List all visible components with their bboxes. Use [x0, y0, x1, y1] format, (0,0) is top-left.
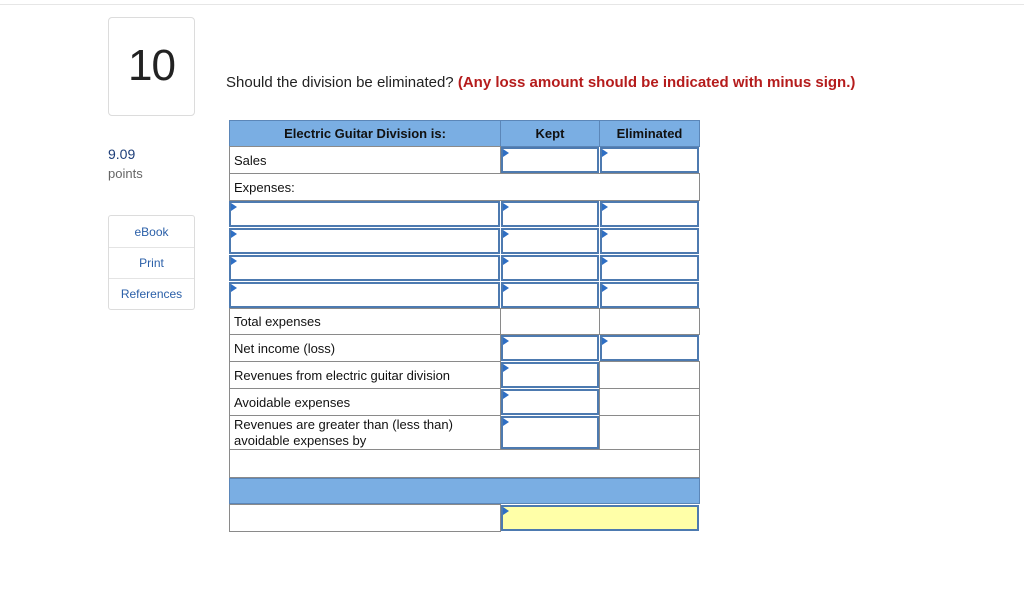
header-label: Electric Guitar Division is:: [229, 120, 501, 147]
total-expenses-eliminated: [599, 308, 700, 335]
header-kept: Kept: [500, 120, 600, 147]
print-link[interactable]: Print: [109, 247, 194, 278]
expense-2-kept-input[interactable]: [501, 228, 599, 254]
decision-label-blank: [229, 504, 501, 532]
revenues-eliminated-blank: [599, 361, 700, 389]
avoidable-expenses-input[interactable]: [501, 389, 599, 415]
sales-eliminated-input[interactable]: [600, 147, 699, 173]
expense-2-label-input[interactable]: [229, 228, 500, 254]
revenues-greater-than-input[interactable]: [501, 416, 599, 449]
row-label-sales: Sales: [229, 146, 501, 174]
ebook-link[interactable]: eBook: [134, 224, 169, 239]
sales-kept-input[interactable]: [501, 147, 599, 173]
expense-4-kept-input[interactable]: [501, 282, 599, 308]
revenues-input[interactable]: [501, 362, 599, 388]
row-label-expenses: Expenses:: [229, 173, 700, 201]
question-text: [226, 74, 855, 91]
row-label-total-expenses: Total expenses: [229, 308, 501, 335]
points-value: 9.09: [108, 146, 136, 162]
expense-1-kept-input[interactable]: [501, 201, 599, 227]
expense-1-label-input[interactable]: [229, 201, 500, 227]
net-income-kept-input[interactable]: [501, 335, 599, 361]
row-label-net-income: Net income (loss): [229, 334, 501, 362]
side-links: [108, 215, 195, 310]
total-expenses-kept: [500, 308, 600, 335]
question-prompt: Should the division be eliminated?: [226, 74, 454, 91]
references-link[interactable]: References: [109, 278, 194, 309]
blue-band: [229, 478, 700, 504]
question-note: (Any loss amount should be indicated with minus sign.): [457, 74, 856, 91]
header-eliminated: Eliminated: [599, 120, 700, 147]
blank-row: [229, 449, 700, 478]
avoidable-eliminated-blank: [599, 388, 700, 416]
expense-3-eliminated-input[interactable]: [600, 255, 699, 281]
question-number: 10: [108, 17, 195, 116]
expense-1-eliminated-input[interactable]: [600, 201, 699, 227]
expense-3-kept-input[interactable]: [501, 255, 599, 281]
row-label-avoidable: Avoidable expenses: [229, 388, 501, 416]
net-income-eliminated-input[interactable]: [600, 335, 699, 361]
answer-table: [229, 120, 700, 532]
expense-3-label-input[interactable]: [229, 255, 500, 281]
row-label-revenues: Revenues from electric guitar division: [229, 361, 501, 389]
decision-select[interactable]: [501, 505, 699, 531]
expense-4-label-input[interactable]: [229, 282, 500, 308]
greater-than-eliminated-blank: [599, 415, 700, 450]
row-label-greater-than: Revenues are greater than (less than) avoidable expenses by: [229, 415, 501, 450]
points-label: points: [108, 166, 143, 181]
expense-4-eliminated-input[interactable]: [600, 282, 699, 308]
expense-2-eliminated-input[interactable]: [600, 228, 699, 254]
top-rule: [0, 4, 1024, 5]
